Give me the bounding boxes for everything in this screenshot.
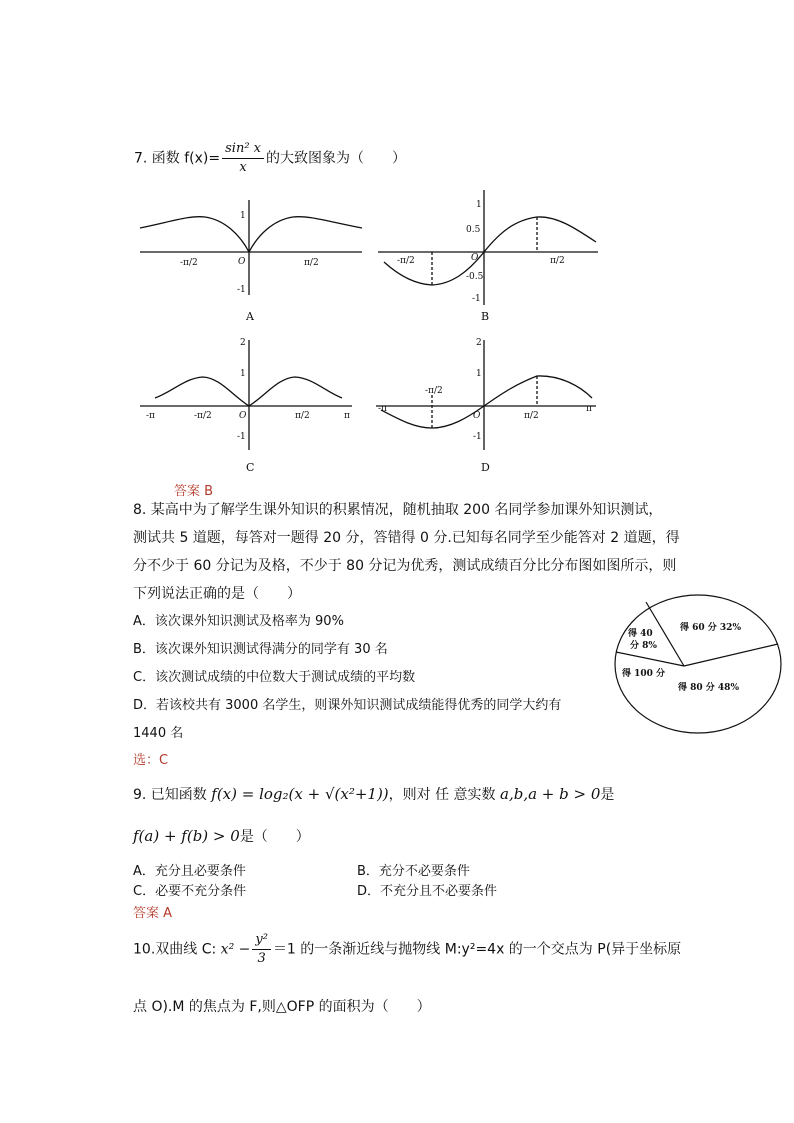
q9-mid: ，则对 任 意实数: [388, 787, 496, 803]
graph-b-tick-ym05: -0.5: [466, 272, 484, 282]
q10-frac-den: 3: [257, 951, 266, 966]
graph-c-tick-neg-half-pi: -π/2: [194, 411, 212, 421]
graph-c-tick-neg-pi: -π: [146, 411, 155, 421]
graph-b-tick-y05: 0.5: [466, 225, 481, 235]
q9-line-2: [133, 826, 310, 846]
q9-prefix: 9. 已知函数: [133, 787, 207, 803]
graph-c-tick-pi: π: [344, 411, 350, 421]
pie-label-100: 得 100 分: [622, 669, 666, 679]
graph-a-tick-y1: 1: [240, 211, 246, 221]
q9-line2-math: f(a) + f(b) > 0: [133, 827, 240, 845]
graph-a-tick-neg-half-pi: -π/2: [180, 258, 198, 268]
q10-fraction: [252, 931, 271, 968]
q8-answer: 选：C: [133, 753, 169, 768]
graph-b-tick-ym1: -1: [472, 294, 481, 304]
graph-a-tick-ym1: -1: [237, 285, 246, 295]
graph-b-label: B: [481, 310, 490, 323]
pie-label-80: 得 80 分 48%: [678, 683, 740, 693]
graph-d-origin: O: [473, 411, 481, 421]
pie-label-40b: 分 8%: [630, 641, 657, 651]
pie-label-40a: 得 40: [628, 629, 653, 639]
q8-pie-chart: [612, 592, 784, 736]
graph-c-tick-y2: 2: [240, 338, 246, 348]
graph-b-tick-y1: 1: [476, 200, 482, 210]
pie-label-60: 得 60 分 32%: [680, 623, 742, 633]
graph-b-origin: O: [471, 253, 479, 263]
q8-line-3: 分不少于 60 分记为及格，不少于 80 分记为优秀，测试成绩百分比分布图如图所示，则: [133, 558, 677, 574]
q9-suffix: 是: [600, 787, 615, 803]
graph-d-label: D: [481, 461, 490, 474]
graph-b-curve: [384, 217, 596, 285]
q9-line2-suffix: 是（ ）: [239, 829, 310, 845]
q8-option-d: D．若该校共有 3000 名学生，则课外知识测试成绩能得优秀的同学大约有: [133, 698, 562, 713]
q10-prefix: 10.双曲线 C:: [133, 941, 217, 958]
q7-frac-den: x: [239, 160, 247, 175]
graph-b-tick-neg-half-pi: -π/2: [397, 256, 415, 266]
q9-option-b: B．充分不必要条件: [357, 864, 470, 879]
q10-line-2: 点 O).M 的焦点为 F,则△OFP 的面积为（ ）: [133, 999, 431, 1015]
q10-suffix: ＝1 的一条渐近线与抛物线 M:y²=4x 的一个交点为 P(异于坐标原: [272, 941, 682, 958]
graph-d-tick-y2: 2: [476, 338, 482, 348]
q9-line-1: [133, 784, 614, 804]
q8-line-2: 测试共 5 道题，每答对一题得 20 分，答错得 0 分.已知每名同学至少能答对 2 道题，得: [133, 530, 680, 546]
q9-condition: a,b,a + b > 0: [500, 785, 601, 803]
q9-answer: 答案 A: [133, 906, 173, 921]
q8-option-a: A．该次课外知识测试及格率为 90%: [133, 614, 344, 629]
graph-c-tick-half-pi: π/2: [295, 411, 310, 421]
q10-line-1: [133, 931, 681, 968]
q8-option-c: C．该次测试成绩的中位数大于测试成绩的平均数: [133, 670, 416, 685]
q10-eq-x: x² −: [220, 941, 251, 958]
q7-frac-num: sin² x: [222, 140, 264, 159]
graph-c-tick-y1: 1: [240, 369, 246, 379]
q7-graphs: [0, 0, 794, 480]
graph-a-origin: O: [238, 257, 246, 267]
q7-suffix: 的大致图象为（ ）: [266, 150, 407, 167]
pie-outline: [615, 595, 781, 733]
graph-d-tick-pi: π: [586, 404, 592, 414]
graph-c-tick-ym1: -1: [237, 432, 246, 442]
q9-function: f(x) = log₂(x + √(x²+1)): [211, 785, 389, 803]
graph-d-tick-half-pi: π/2: [524, 411, 539, 421]
q9-option-d: D．不充分且不必要条件: [357, 884, 498, 899]
q9-option-a: A．充分且必要条件: [133, 864, 246, 879]
q8-line-1: 8. 某高中为了解学生课外知识的积累情况，随机抽取 200 名同学参加课外知识测试，: [133, 502, 663, 518]
q8-option-b: B．该次课外知识测试得满分的同学有 30 名: [133, 642, 388, 657]
graph-c-label: C: [246, 461, 255, 474]
q7-prefix: 7. 函数 f(x)=: [134, 150, 221, 167]
graph-b-tick-half-pi: π/2: [550, 256, 565, 266]
graph-d-tick-neg-half-pi: -π/2: [425, 386, 443, 396]
q10-frac-num: y²: [252, 931, 271, 950]
q7-answer: 答案 B: [174, 484, 214, 499]
q9-option-c: C．必要不充分条件: [133, 884, 247, 899]
graph-d-curve: [381, 376, 592, 428]
graph-d-tick-y1: 1: [476, 369, 482, 379]
graph-a-label: A: [246, 310, 254, 323]
graph-d-tick-ym1: -1: [473, 432, 482, 442]
graph-d-tick-neg-pi: -π: [378, 404, 387, 414]
graph-a-curve: [140, 217, 362, 252]
q8-option-d-cont: 1440 名: [133, 726, 184, 741]
graph-c-origin: O: [239, 411, 247, 421]
q8-line-4: 下列说法正确的是（ ）: [133, 586, 301, 602]
graph-a-tick-half-pi: π/2: [304, 258, 319, 268]
